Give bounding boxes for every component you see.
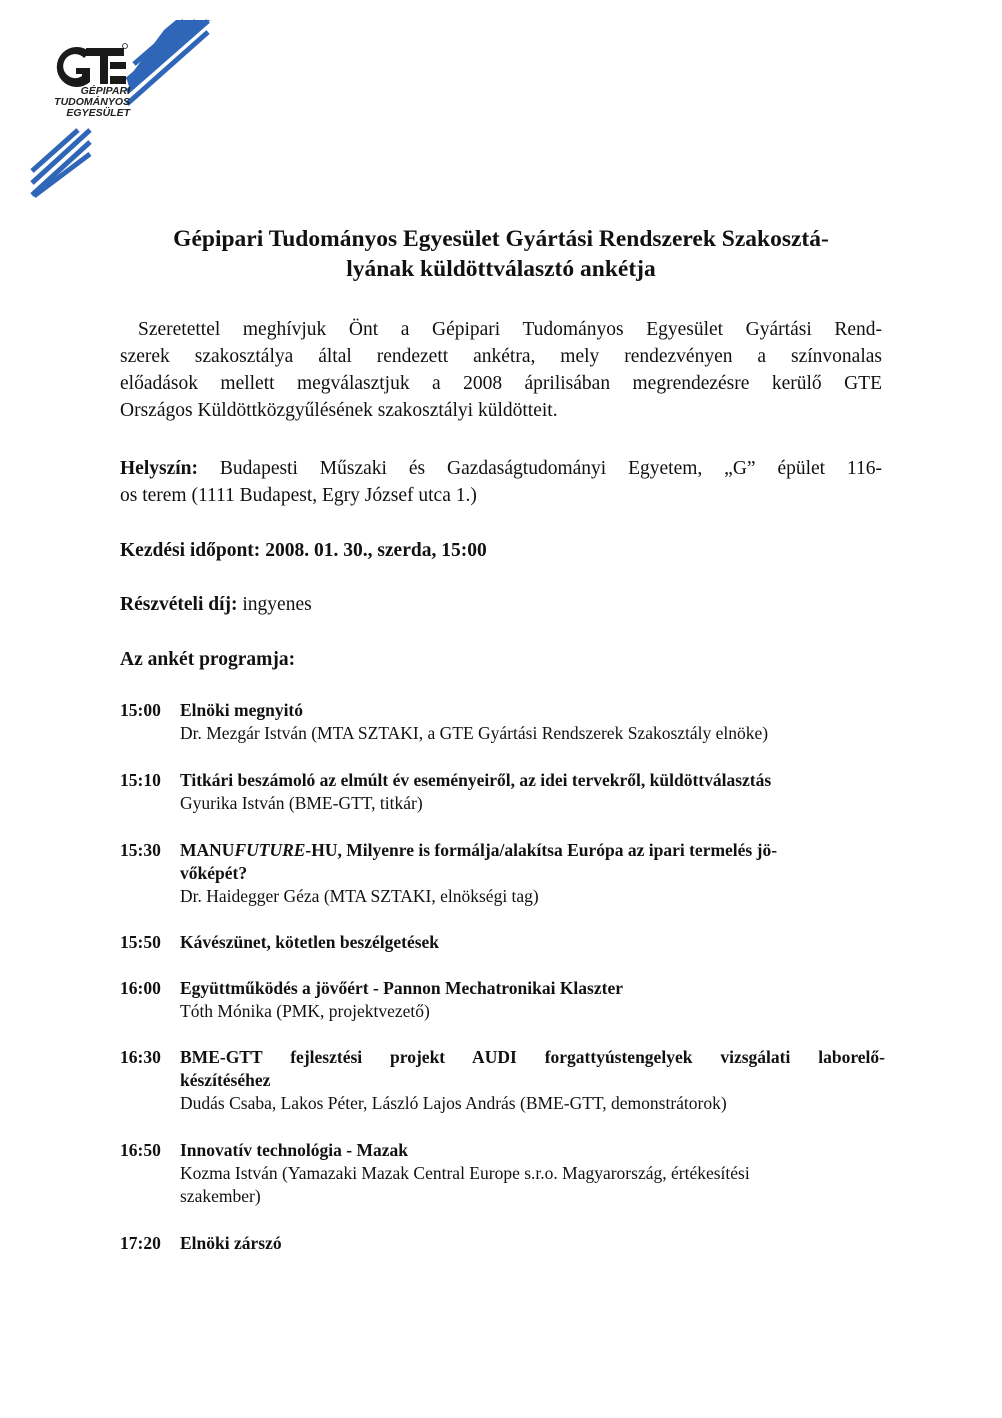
program-item (120, 1232, 885, 1255)
fee-label: Részvételi díj: (120, 594, 238, 615)
start-label: Kezdési időpont: (120, 540, 261, 561)
program-time: 15:10 (120, 770, 161, 790)
fee-line (120, 591, 882, 618)
program-time: 17:20 (120, 1233, 161, 1253)
start-value: 2008. 01. 30., szerda, 15:00 (265, 540, 487, 561)
location-line-2: os terem (1111 Budapest, Egry József utca 1.) (120, 485, 477, 506)
program-item (120, 839, 885, 908)
program-item (120, 931, 885, 954)
program-item (120, 1139, 885, 1208)
program-time: 16:00 (120, 978, 161, 998)
program-time: 16:30 (120, 1047, 161, 1067)
logo-org-line: EGYESÜLET (66, 107, 130, 119)
fee-block (120, 591, 882, 618)
intro-paragraph (120, 316, 882, 424)
program-speaker-line-2: szakember) (180, 1186, 261, 1206)
program-speaker: Dudás Csaba, Lakos Péter, László Lajos András (BME-GTT, demonstrátorok) (180, 1093, 727, 1113)
program-title-part-italic: FUTURE (234, 840, 306, 860)
program-title: Kávészünet, kötetlen beszélgetések (180, 932, 440, 952)
location-text: Budapesti Műszaki és Gazdaságtudományi Egyetem, „G” épület 116- (219, 458, 883, 479)
start-block (120, 537, 882, 564)
program-speaker: Dr. Mezgár István (MTA SZTAKI, a GTE Gyártási Rendszerek Szakosztály elnöke) (180, 723, 769, 743)
program-title: Elnöki zárszó (180, 1233, 282, 1253)
program-time: 15:50 (120, 932, 161, 952)
logo-org-line: TUDOMÁNYOS (54, 96, 130, 108)
fee-value: ingyenes (242, 594, 312, 615)
program-item (120, 977, 885, 1023)
program-title-part: MANU (180, 840, 235, 860)
location-label: Helyszín: (120, 458, 198, 479)
program-item (120, 1046, 885, 1115)
program-title-line-2: készítéséhez (180, 1070, 271, 1090)
program-title: Titkári beszámoló az elmúlt év eseményeiről, az idei tervekről, küldöttválasztás (180, 770, 772, 790)
program-title (180, 839, 885, 862)
logo-org-name (30, 86, 130, 119)
program-time: 15:00 (120, 700, 161, 720)
program-time: 15:30 (120, 840, 161, 860)
location-line-1 (120, 455, 882, 482)
start-line (120, 537, 882, 564)
program-title: Együttműködés a jövőért - Pannon Mechatronikai Klaszter (180, 978, 623, 998)
intro-line: szerek szakosztálya által rendezett ankétra, mely rendezvényen a színvonalas (120, 346, 882, 367)
program-title: Elnöki megnyitó (180, 700, 304, 720)
program-speaker: Tóth Mónika (PMK, projektvezető) (180, 1001, 430, 1021)
intro-line: előadások mellett megválasztjuk a 2008 áprilisában megrendezésre kerülő GTE (120, 373, 882, 394)
program-speaker: Kozma István (Yamazaki Mazak Central Europe s.r.o. Magyarország, értékesítési (180, 1163, 750, 1183)
program-item (120, 769, 885, 815)
program-time: 16:50 (120, 1140, 161, 1160)
program-title: Innovatív technológia - Mazak (180, 1140, 408, 1160)
program-item (120, 699, 885, 745)
logo-org-line: GÉPIPARI (80, 85, 130, 97)
program-title-part: -HU, Milyenre is formálja/alakítsa Európa az ipari termelés jö- (305, 840, 778, 860)
program-heading: Az ankét programja: (120, 649, 296, 670)
program-title: BME-GTT fejlesztési projekt AUDI forgattyústengelyek vizsgálati laborelő- (180, 1047, 885, 1067)
title-line-1: Gépipari Tudományos Egyesület Gyártási Rendszerek Szakosztá- (173, 226, 829, 252)
location-block (120, 455, 882, 509)
intro-line: Szeretettel meghívjuk Önt a Gépipari Tudományos Egyesület Gyártási Rend- (138, 319, 882, 340)
title-line-2: lyának küldöttválasztó ankétja (346, 256, 656, 282)
intro-line: Országos Küldöttközgyűlésének szakosztályi küldötteit. (120, 400, 558, 421)
program-title-line-2: vőképét? (180, 863, 248, 883)
document-title (110, 224, 892, 284)
program-speaker: Gyurika István (BME-GTT, titkár) (180, 793, 423, 813)
program-speaker: Dr. Haidegger Géza (MTA SZTAKI, elnökségi tag) (180, 886, 539, 906)
